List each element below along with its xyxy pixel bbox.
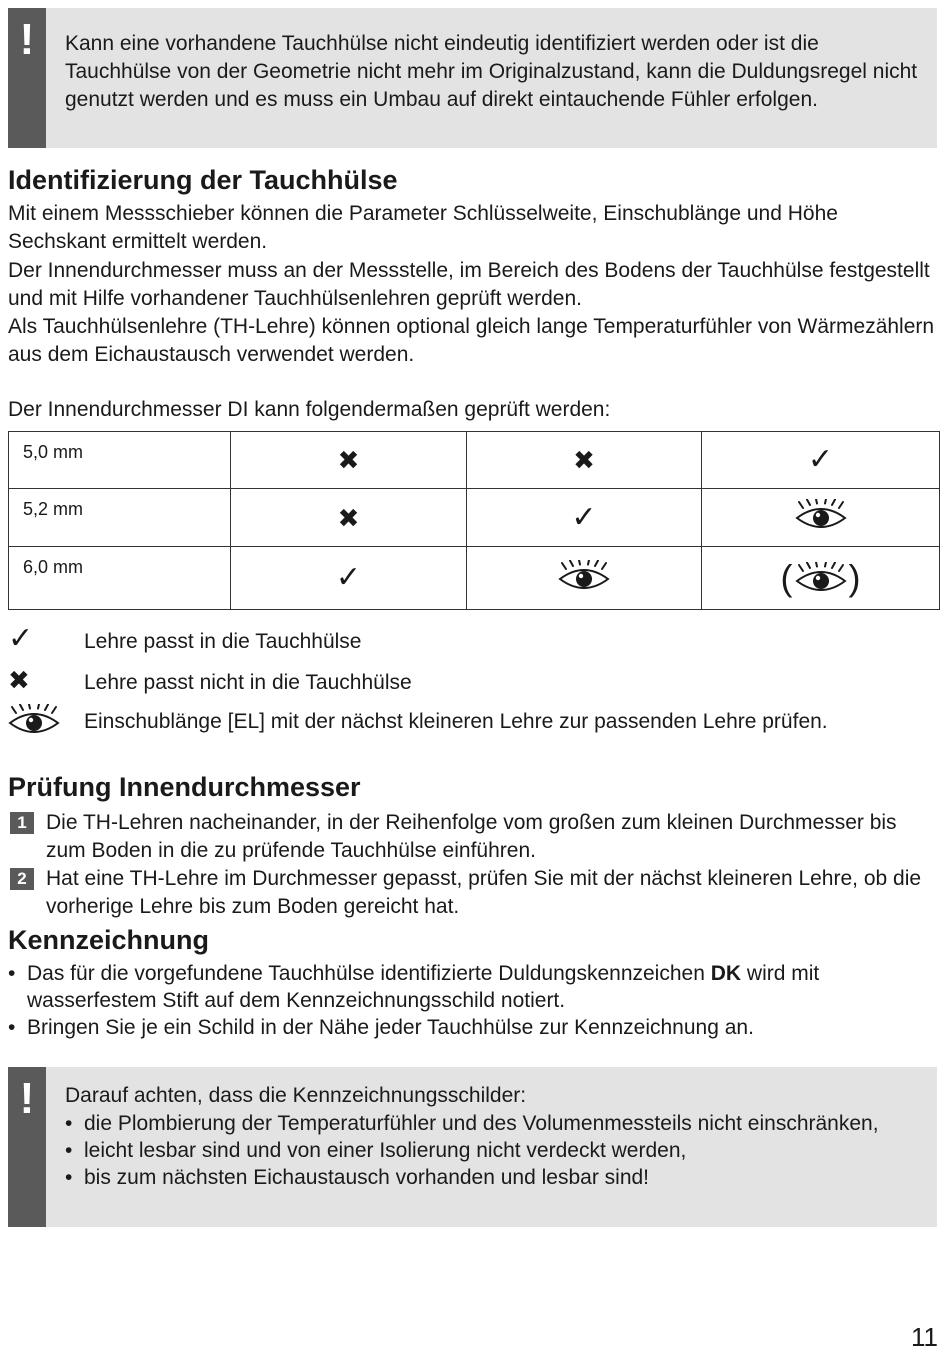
bullet: • — [8, 962, 16, 985]
list-item — [65, 1137, 923, 1164]
check-icon: ✓ — [571, 500, 597, 534]
diameter-label: 6,0 mm — [9, 547, 231, 610]
bullet: • — [65, 1166, 73, 1189]
heading-identifizierung: Identifizierung der Tauchhülse — [8, 165, 398, 195]
check-icon: ✓ — [335, 561, 362, 594]
check-icon: ✓ — [807, 443, 834, 476]
eye-icon — [8, 704, 60, 736]
legend-text: Einschublänge [EL] mit der nächst kleineren Lehre zur passenden Lehre prüfen. — [84, 710, 828, 733]
eye-icon — [8, 704, 60, 736]
table-cell — [467, 489, 702, 547]
list-item — [8, 960, 938, 1014]
eye-icon — [795, 499, 847, 531]
heading-pruefung: Prüfung Innendurchmesser — [8, 772, 361, 802]
list-item-text: leicht lesbar sind und von einer Isolierung nicht verdeckt werden, — [84, 1139, 687, 1162]
step-text: Die TH-Lehren nacheinander, in der Reihenfolge vom großen zum kleinen Durchmesser bis zum Boden in die zu prüfende Tauchhülse einführen. — [46, 811, 897, 862]
para-messschieber: Mit einem Messschieber können die Parameter Schlüsselweite, Einschublänge und Höhe Sechskant ermittelt werden. — [8, 202, 838, 253]
bullet: • — [65, 1139, 73, 1162]
bullet: • — [65, 1112, 73, 1135]
legend-item — [8, 704, 938, 738]
cross-icon: ✖ — [337, 445, 360, 475]
dk-label: DK — [710, 962, 742, 985]
legend-text: Lehre passt nicht in die Tauchhülse — [84, 671, 412, 694]
warning-text: Kann eine vorhandene Tauchhülse nicht eindeutig identifiziert werden oder ist die Tauchhülse von der Geometrie nicht mehr im Originalzustand, kann die Duldungsregel nicht genutzt werden und es muss ein Umbau auf direkt eintauchende Fühler erfolgen. — [65, 32, 918, 111]
table-cell — [231, 432, 467, 489]
step-number: 2 — [10, 868, 34, 890]
cross-icon: ✖ — [8, 665, 30, 695]
legend-icon — [8, 624, 64, 654]
list-item-text: Das für die vorgefundene Tauchhülse identifizierte Duldungskennzeichen — [27, 962, 711, 985]
cross-icon: ✖ — [573, 445, 595, 475]
legend-icon — [8, 704, 64, 741]
table-cell — [467, 432, 702, 489]
list-item-text: Bringen Sie je ein Schild in der Nähe jeder Tauchhülse zur Kennzeichnung an. — [27, 1016, 754, 1039]
step-number: 1 — [10, 812, 34, 834]
list-item-text: wird mit wasserfestem Stift auf dem Kennzeichnungsschild notiert. — [27, 962, 820, 1012]
eye-icon — [795, 499, 847, 531]
legend-item — [8, 624, 938, 658]
legend-item — [8, 665, 938, 699]
warning-intro: Darauf achten, dass die Kennzeichnungsschilder: — [65, 1084, 527, 1107]
para-th-lehre: Als Tauchhülsenlehre (TH-Lehre) können optional gleich lange Temperaturfühler von Wärmezählern aus dem Eichaustausch verwendet werden. — [8, 315, 935, 366]
table-cell — [702, 547, 940, 610]
diameter-label: 5,2 mm — [9, 489, 231, 547]
list-item — [8, 1014, 938, 1041]
table-cell — [702, 489, 940, 547]
step-text: Hat eine TH-Lehre im Durchmesser gepasst, prüfen Sie mit der nächst kleineren Lehre, ob die vorherige Lehre bis zum Boden gereicht hat. — [46, 867, 922, 918]
warning-notice-bottom — [8, 1067, 937, 1227]
eye-icon — [795, 562, 847, 594]
legend-text: Lehre passt in die Tauchhülse — [84, 630, 362, 653]
exclamation-icon: ! — [19, 1074, 35, 1123]
heading-kennzeichnung: Kennzeichnung — [8, 925, 209, 955]
table-row — [9, 432, 940, 489]
kennzeichnung-list — [8, 960, 938, 1041]
cross-icon: ✖ — [337, 502, 360, 533]
page-number: 11 — [911, 1322, 938, 1352]
eye-icon — [558, 560, 610, 592]
diameter-check-table — [8, 431, 940, 610]
list-item — [65, 1164, 923, 1191]
warning-text — [65, 1067, 923, 1191]
exclamation-icon: ! — [19, 15, 35, 64]
eye-in-parentheses-icon — [780, 557, 861, 598]
list-item-text: die Plombierung der Temperaturfühler und des Volumenmessteils nicht einschränken, — [84, 1112, 879, 1135]
table-row — [9, 489, 940, 547]
table-cell — [231, 489, 467, 547]
diameter-label: 5,0 mm — [9, 432, 231, 489]
list-item-text: bis zum nächsten Eichaustausch vorhanden und lesbar sind! — [84, 1166, 650, 1189]
warning-notice-top — [8, 8, 937, 148]
step-2 — [8, 865, 938, 921]
table-cell — [231, 547, 467, 610]
step-1 — [8, 809, 938, 865]
para-intro-table: Der Innendurchmesser DI kann folgendermaßen geprüft werden: — [8, 398, 611, 421]
legend-icon — [8, 665, 64, 695]
table-cell — [702, 432, 940, 489]
para-innendurchmesser: Der Innendurchmesser muss an der Messstelle, im Bereich des Bodens der Tauchhülse festgestellt und mit Hilfe vorhandener Tauchhülsenlehren geprüft werden. — [8, 259, 930, 310]
paren-open: ( — [780, 557, 793, 598]
list-item — [65, 1110, 923, 1137]
table-row — [9, 547, 940, 610]
table-cell — [467, 547, 702, 610]
bullet: • — [8, 1016, 16, 1039]
check-icon: ✓ — [8, 622, 34, 655]
paren-close: ) — [848, 557, 861, 598]
eye-icon — [558, 560, 610, 592]
